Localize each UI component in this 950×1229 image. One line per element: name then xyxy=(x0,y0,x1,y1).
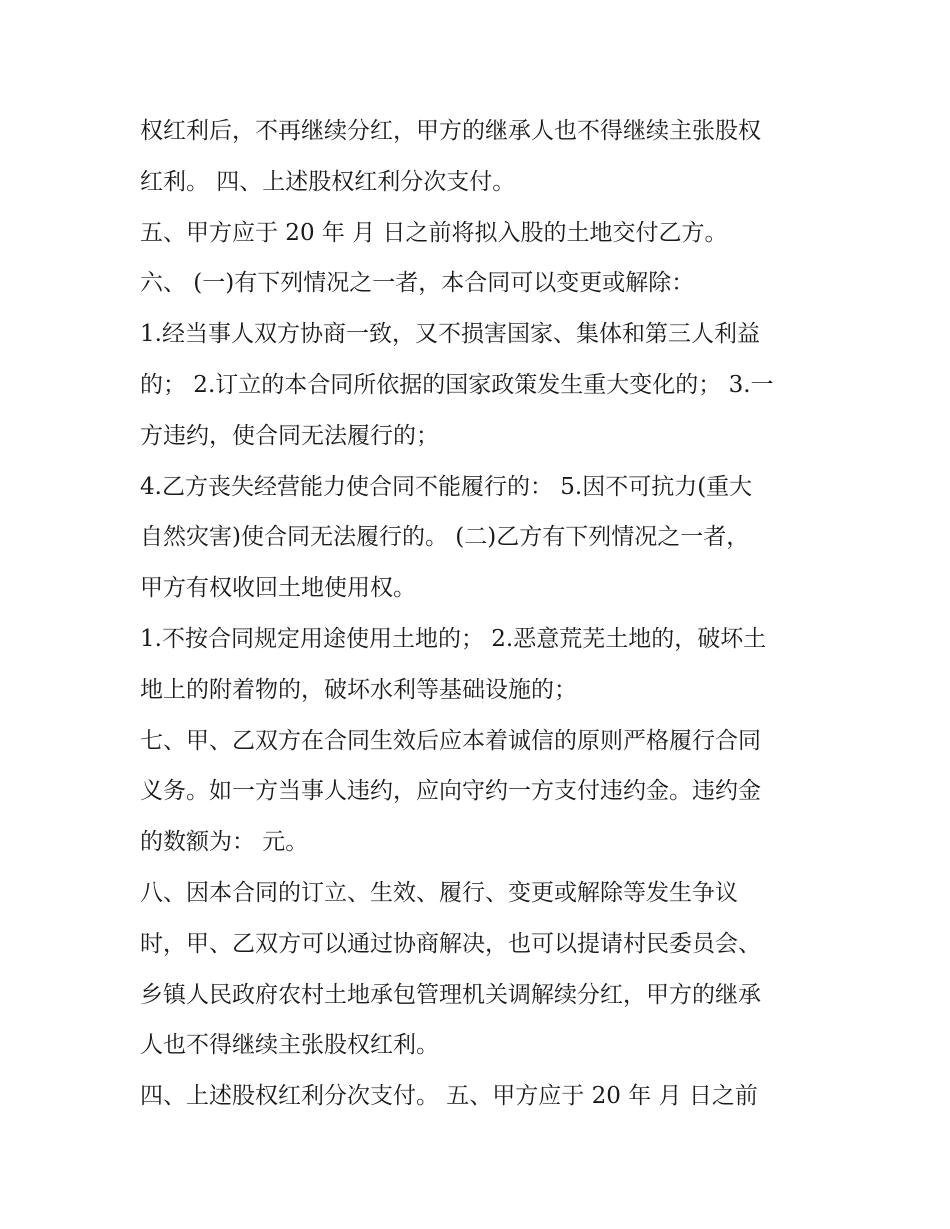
text-line: 八、因本合同的订立、生效、履行、变更或解除等发生争议 xyxy=(140,879,738,906)
text-line: 乡镇人民政府农村土地承包管理机关调解续分红，甲方的继承 xyxy=(140,981,761,1008)
text-line: 自然灾害)使合同无法履行的。 (二)乙方有下列情况之一者， xyxy=(140,524,750,551)
text-line: 人也不得继续主张股权红利。 xyxy=(140,1032,439,1059)
text-line: 1.不按合同规定用途使用土地的； 2.恶意荒芜土地的，破坏土 xyxy=(140,625,767,652)
text-line: 的； 2.订立的本合同所依据的国家政策发生重大变化的； 3.一 xyxy=(140,371,774,398)
text-line: 六、 (一)有下列情况之一者，本合同可以变更或解除： xyxy=(140,270,695,297)
text-line: 义务。如一方当事人违约，应向守约一方支付违约金。违约金 xyxy=(140,778,761,805)
text-line: 五、甲方应于 20 年 月 日之前将拟入股的土地交付乙方。 xyxy=(140,219,728,246)
text-line: 的数额为： 元。 xyxy=(140,829,309,856)
text-line: 甲方有权收回土地使用权。 xyxy=(140,575,416,602)
text-line: 1.经当事人双方协商一致，又不损害国家、集体和第三人利益 xyxy=(140,321,760,348)
text-line: 地上的附着物的，破坏水利等基础设施的； xyxy=(140,676,577,703)
contract-text-body xyxy=(140,106,820,1122)
text-line: 权红利后，不再继续分红，甲方的继承人也不得继续主张股权 xyxy=(140,118,761,144)
text-line: 方违约，使合同无法履行的； xyxy=(140,422,439,449)
text-line: 七、甲、乙双方在合同生效后应本着诚信的原则严格履行合同 xyxy=(140,727,761,754)
text-line: 4.乙方丧失经营能力使合同不能履行的： 5.因不可抗力(重大 xyxy=(140,473,753,500)
text-line: 时，甲、乙双方可以通过协商解决，也可以提请村民委员会、 xyxy=(140,930,761,957)
text-line: 四、上述股权红利分次支付。 五、甲方应于 20 年 月 日之前 xyxy=(140,1083,758,1110)
text-line: 红利。 四、上述股权红利分次支付。 xyxy=(140,168,516,195)
